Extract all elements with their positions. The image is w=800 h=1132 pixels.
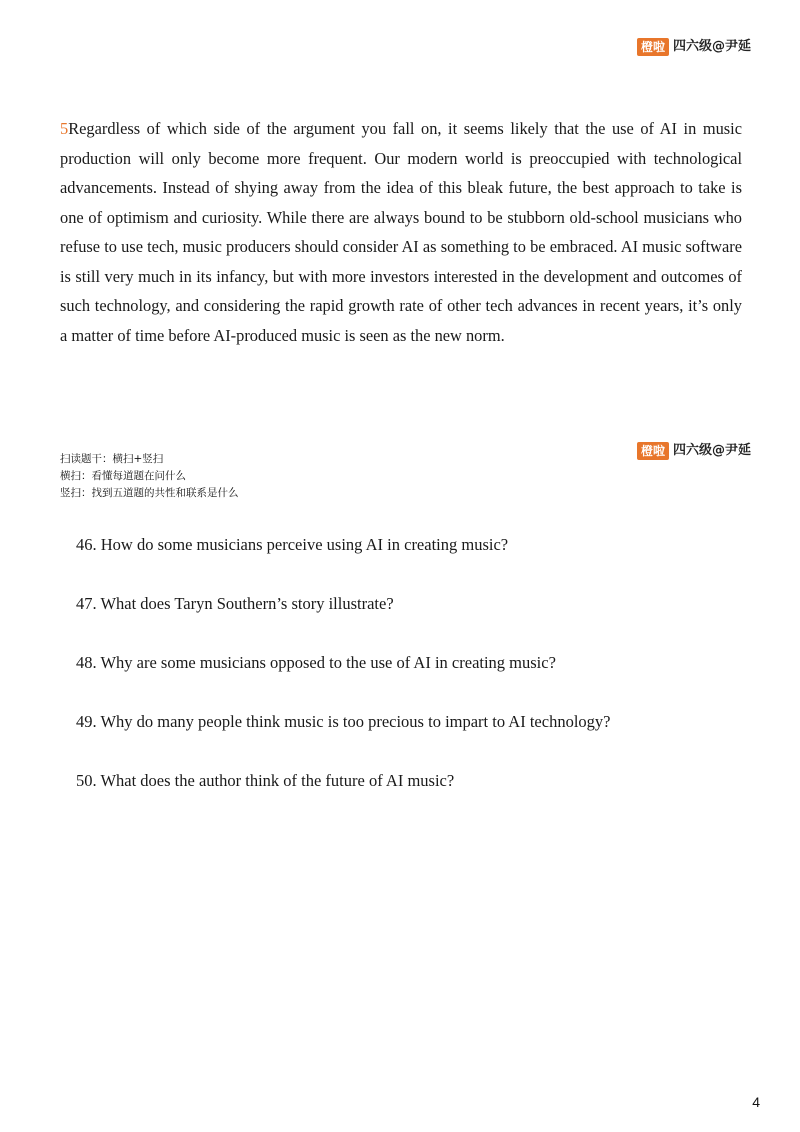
page-number: 4: [752, 1094, 760, 1110]
reading-notes: [60, 451, 239, 502]
question-49: 49. Why do many people think music is too precious to impart to AI technology?: [76, 712, 611, 731]
brand-logo-top: [637, 38, 751, 56]
brand-badge: 橙啦: [637, 442, 669, 460]
passage-paragraph-5: [60, 114, 742, 350]
note-line: 扫读题干：横扫+竖扫: [60, 453, 164, 465]
brand-logo-middle: [637, 442, 751, 460]
brand-text: 四六级@尹延: [672, 39, 751, 54]
brand-text: 四六级@尹延: [672, 443, 751, 458]
brand-badge: 橙啦: [637, 38, 669, 56]
question-48: 48. Why are some musicians opposed to the use of AI in creating music?: [76, 653, 556, 672]
question-50: 50. What does the author think of the future of AI music?: [76, 771, 455, 790]
note-line: 横扫：看懂每道题在问什么: [60, 470, 186, 482]
note-line: 竖扫：找到五道题的共性和联系是什么: [60, 487, 239, 499]
question-47: 47. What does Taryn Southern’s story illustrate?: [76, 594, 394, 613]
question-46: 46. How do some musicians perceive using AI in creating music?: [76, 535, 509, 554]
paragraph-number: 5: [60, 119, 69, 138]
paragraph-text: Regardless of which side of the argument you fall on, it seems likely that the use of AI in music production will only become more frequent. Our modern world is preoccupied with technological advancements. Instead of shying away from the idea of this bleak future, the best approach to take is one of optimism and curiosity. While there are always bound to be stubborn old-school musicians who refuse to use tech, music producers should consider AI as something to be embraced. AI music software is still very much in its infancy, but with more investors interested in the development and outcomes of such technology, and considering the rapid growth rate of other tech advances in recent years, it’s only a matter of time before AI-produced music is seen as the new norm.: [60, 119, 742, 345]
